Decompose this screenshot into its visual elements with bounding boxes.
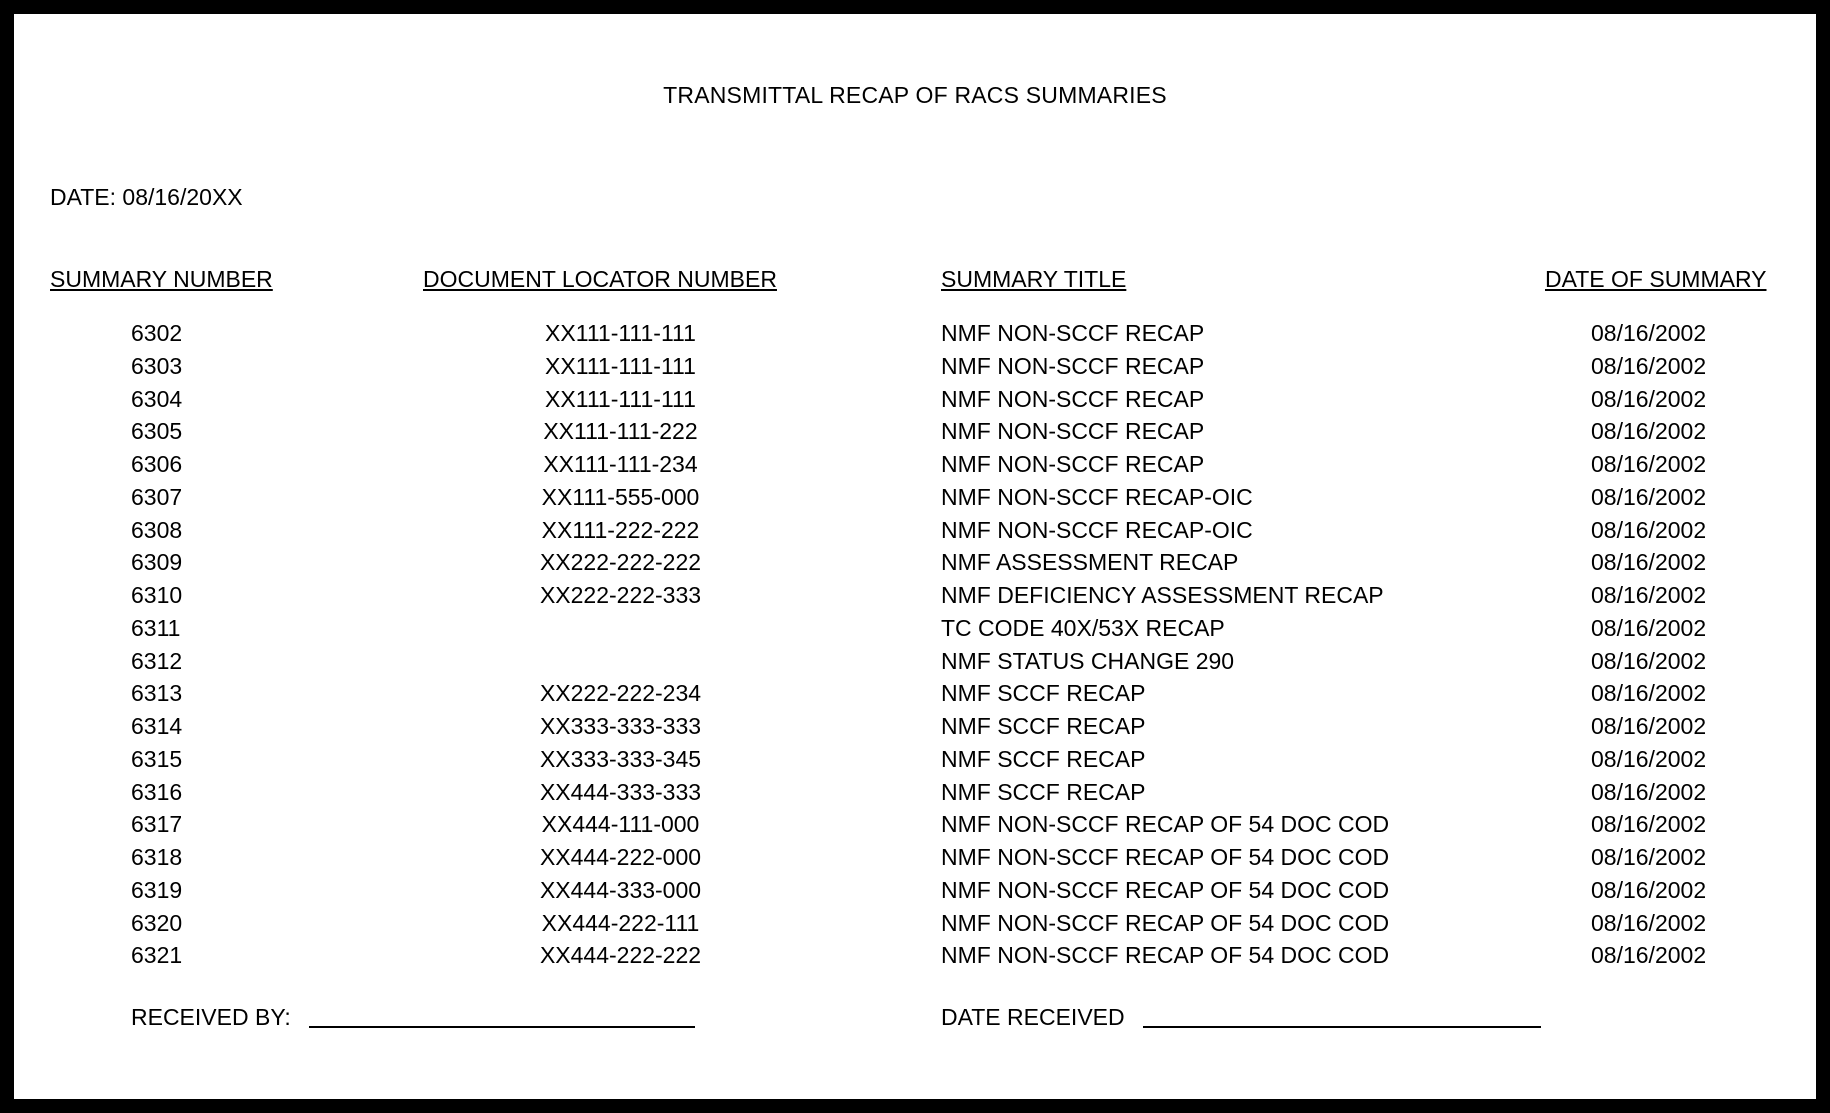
received-by-signature-line — [309, 1026, 695, 1028]
table-row — [14, 874, 1816, 907]
document-locator-number-cell: XX444-222-222 — [539, 942, 702, 969]
table-row — [14, 808, 1816, 841]
summary-number-cell: 6312 — [131, 647, 183, 674]
summary-title-cell: NMF NON-SCCF RECAP OF 54 DOC COD — [941, 876, 1390, 903]
document-locator-number-cell: XX111-111-111 — [545, 320, 696, 346]
summary-number-cell: 6319 — [131, 876, 183, 903]
date-of-summary-cell: 08/16/2002 — [1591, 680, 1707, 707]
document-locator-number-cell: XX111-555-000 — [541, 483, 700, 510]
summary-title-cell: TC CODE 40X/53X RECAP — [941, 614, 1225, 641]
summary-number-cell: 6302 — [131, 320, 183, 346]
summary-title-cell: NMF NON-SCCF RECAP OF 54 DOC COD — [941, 844, 1390, 870]
summary-table — [14, 317, 1816, 972]
summary-title-cell: NMF NON-SCCF RECAP — [941, 418, 1205, 445]
date-of-summary-cell: 08/16/2002 — [1591, 811, 1707, 838]
date-of-summary-cell: 08/16/2002 — [1591, 418, 1707, 445]
date-of-summary-cell: 08/16/2002 — [1591, 516, 1707, 543]
table-row — [14, 448, 1816, 481]
date-of-summary-cell: 08/16/2002 — [1591, 844, 1707, 870]
document-locator-number-cell: XX111-111-222 — [543, 418, 698, 445]
header-document-locator-number: DOCUMENT LOCATOR NUMBER — [423, 266, 777, 292]
document-locator-number-cell: XX111-111-111 — [545, 385, 696, 412]
table-row — [14, 350, 1816, 383]
summary-title-cell: NMF NON-SCCF RECAP — [941, 451, 1205, 477]
date-of-summary-cell: 08/16/2002 — [1591, 352, 1707, 379]
summary-title-cell: NMF NON-SCCF RECAP OF 54 DOC COD — [941, 811, 1390, 838]
summary-number-cell: 6304 — [131, 385, 183, 412]
table-row — [14, 481, 1816, 514]
summary-title-cell: NMF NON-SCCF RECAP OF 54 DOC COD — [941, 942, 1390, 969]
summary-title-cell: NMF NON-SCCF RECAP-OIC — [941, 516, 1253, 543]
summary-title-cell: NMF NON-SCCF RECAP — [941, 320, 1205, 346]
table-row — [14, 579, 1816, 612]
summary-number-cell: 6308 — [131, 516, 183, 543]
document-locator-number-cell: XX444-333-000 — [539, 876, 702, 903]
summary-title-cell: NMF SCCF RECAP — [941, 680, 1146, 707]
document-locator-number-cell: XX222-222-234 — [539, 680, 702, 707]
summary-number-cell: 6313 — [131, 680, 183, 707]
date-of-summary-cell: 08/16/2002 — [1591, 582, 1707, 608]
document-locator-number-cell: XX111-111-234 — [543, 451, 698, 477]
summary-number-cell: 6318 — [131, 844, 183, 870]
table-row — [14, 415, 1816, 448]
summary-number-cell: 6314 — [131, 713, 183, 739]
table-row — [14, 776, 1816, 809]
table-row — [14, 612, 1816, 645]
document-locator-number-cell: XX111-111-111 — [545, 352, 696, 379]
date-of-summary-cell: 08/16/2002 — [1591, 614, 1707, 641]
summary-number-cell: 6310 — [131, 582, 183, 608]
date-of-summary-cell: 08/16/2002 — [1591, 483, 1707, 510]
document-locator-number-cell: XX444-111-000 — [541, 811, 700, 838]
summary-number-cell: 6306 — [131, 451, 183, 477]
summary-title-cell: NMF STATUS CHANGE 290 — [941, 647, 1235, 674]
table-row — [14, 317, 1816, 350]
document-locator-number-cell: XX444-333-333 — [539, 778, 702, 805]
table-row — [14, 841, 1816, 874]
summary-number-cell: 6315 — [131, 745, 183, 772]
summary-title-cell: NMF SCCF RECAP — [941, 713, 1146, 739]
header-summary-number: SUMMARY NUMBER — [50, 266, 273, 292]
table-row — [14, 546, 1816, 579]
summary-number-cell: 6311 — [131, 614, 181, 641]
summary-title-cell: NMF DEFICIENCY ASSESSMENT RECAP — [941, 582, 1384, 608]
document-locator-number-cell: XX444-222-111 — [541, 909, 700, 936]
date-received-line — [1143, 1026, 1541, 1028]
summary-number-cell: 6303 — [131, 352, 183, 379]
date-of-summary-cell: 08/16/2002 — [1591, 647, 1707, 674]
received-by-label: RECEIVED BY: — [131, 1004, 291, 1030]
document-title: TRANSMITTAL RECAP OF RACS SUMMARIES — [663, 82, 1167, 108]
header-date-of-summary: DATE OF SUMMARY — [1545, 266, 1767, 292]
summary-title-cell: NMF NON-SCCF RECAP-OIC — [941, 483, 1253, 510]
summary-number-cell: 6321 — [131, 942, 183, 969]
summary-number-cell: 6320 — [131, 909, 183, 936]
summary-title-cell: NMF SCCF RECAP — [941, 745, 1146, 772]
summary-title-cell: NMF NON-SCCF RECAP — [941, 352, 1205, 379]
date-of-summary-cell: 08/16/2002 — [1591, 942, 1707, 969]
summary-number-cell: 6307 — [131, 483, 183, 510]
summary-number-cell: 6305 — [131, 418, 183, 445]
date-of-summary-cell: 08/16/2002 — [1591, 876, 1707, 903]
document-locator-number-cell: XX111-222-222 — [541, 516, 700, 543]
document-page — [14, 14, 1816, 1099]
table-row — [14, 939, 1816, 972]
document-locator-number-cell: XX333-333-345 — [539, 745, 702, 772]
document-locator-number-cell: XX333-333-333 — [539, 713, 702, 739]
header-summary-title: SUMMARY TITLE — [941, 266, 1127, 292]
date-received-label: DATE RECEIVED — [941, 1004, 1125, 1030]
summary-title-cell: NMF NON-SCCF RECAP — [941, 385, 1205, 412]
date-of-summary-cell: 08/16/2002 — [1591, 320, 1707, 346]
date-of-summary-cell: 08/16/2002 — [1591, 451, 1707, 477]
summary-title-cell: NMF ASSESSMENT RECAP — [941, 549, 1239, 576]
document-locator-number-cell: XX222-222-222 — [539, 549, 702, 576]
date-of-summary-cell: 08/16/2002 — [1591, 909, 1707, 936]
date-of-summary-cell: 08/16/2002 — [1591, 385, 1707, 412]
table-row — [14, 710, 1816, 743]
table-row — [14, 514, 1816, 547]
summary-number-cell: 6309 — [131, 549, 183, 576]
date-of-summary-cell: 08/16/2002 — [1591, 549, 1707, 576]
document-locator-number-cell: XX444-222-000 — [539, 844, 702, 870]
date-of-summary-cell: 08/16/2002 — [1591, 745, 1707, 772]
summary-title-cell: NMF NON-SCCF RECAP OF 54 DOC COD — [941, 909, 1390, 936]
document-locator-number-cell: XX222-222-333 — [539, 582, 702, 608]
summary-title-cell: NMF SCCF RECAP — [941, 778, 1146, 805]
table-row — [14, 677, 1816, 710]
summary-number-cell: 6317 — [131, 811, 183, 838]
table-row — [14, 907, 1816, 940]
date-of-summary-cell: 08/16/2002 — [1591, 713, 1707, 739]
table-row — [14, 645, 1816, 678]
table-row — [14, 383, 1816, 416]
table-row — [14, 743, 1816, 776]
document-date: DATE: 08/16/20XX — [50, 184, 243, 210]
date-of-summary-cell: 08/16/2002 — [1591, 778, 1707, 805]
summary-number-cell: 6316 — [131, 778, 183, 805]
